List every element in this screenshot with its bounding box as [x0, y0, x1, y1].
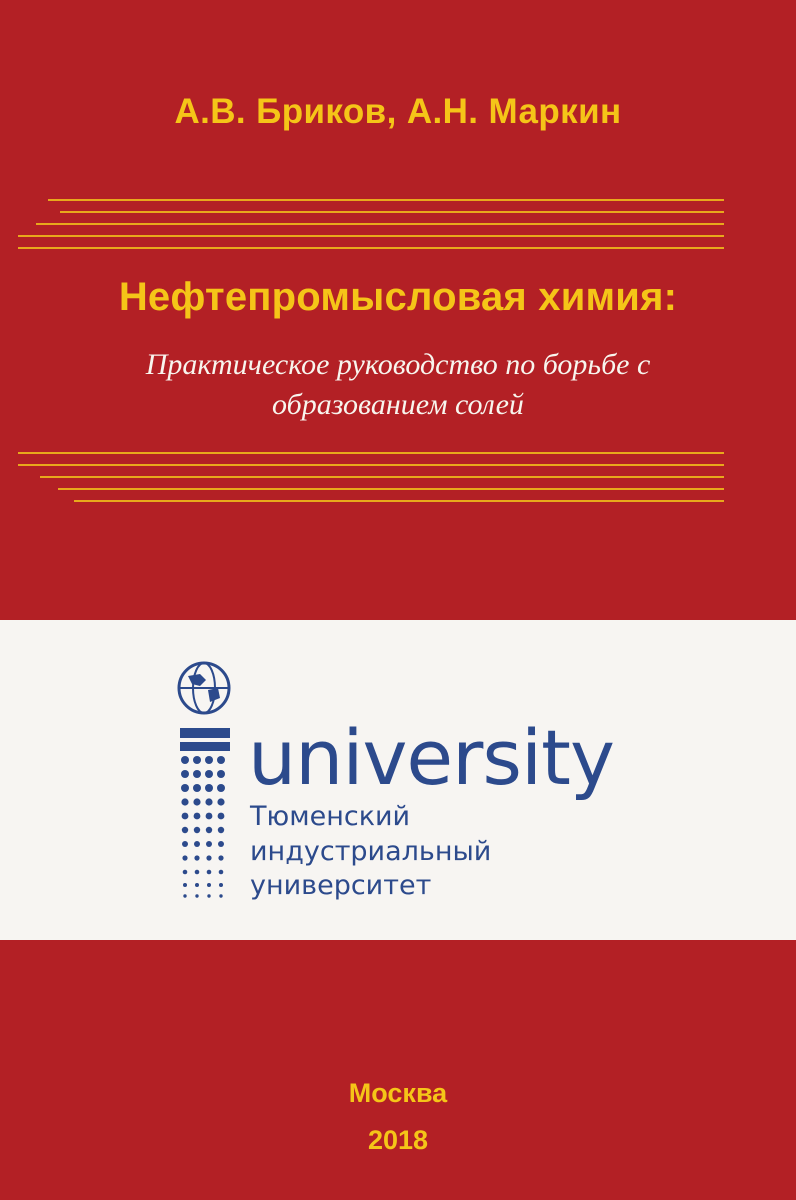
rule-line	[58, 488, 724, 490]
publication-year: 2018	[367, 1125, 429, 1155]
subtitle-line-2: образованием солей	[272, 387, 524, 421]
publication-city: Москва	[348, 1078, 448, 1108]
dot-matrix-decoration	[174, 726, 236, 904]
rule-line	[18, 452, 724, 454]
logo-subtext-line-1: Тюменский	[250, 801, 411, 832]
subtitle	[0, 345, 796, 424]
rule-line	[40, 476, 724, 478]
logo-wordmark: university	[248, 713, 614, 802]
page-title: Нефтепромысловая химия:	[118, 275, 678, 319]
logo-subtext	[250, 800, 491, 904]
rule-line	[60, 211, 724, 213]
globe-icon	[176, 660, 232, 716]
rule-line	[18, 464, 724, 466]
publisher-logo	[170, 660, 640, 920]
decorative-rules-bottom	[0, 448, 796, 508]
logo-subtext-line-2: индустриальный	[250, 835, 492, 867]
title-block	[0, 275, 796, 424]
rule-line	[36, 223, 724, 225]
logo-subtext-line-3: университет	[250, 870, 432, 902]
decorative-rules-top	[0, 195, 796, 255]
rule-line	[48, 199, 724, 201]
rule-line	[18, 235, 724, 237]
authors-line: А.В. Бриков, А.Н. Маркин	[174, 92, 622, 131]
subtitle-line-1: Практическое руководство по борьбе с	[145, 348, 651, 381]
cover-bottom-red-panel	[0, 940, 796, 1200]
rule-line	[74, 500, 724, 502]
rule-line	[18, 247, 724, 249]
cover-footer	[0, 1078, 796, 1156]
